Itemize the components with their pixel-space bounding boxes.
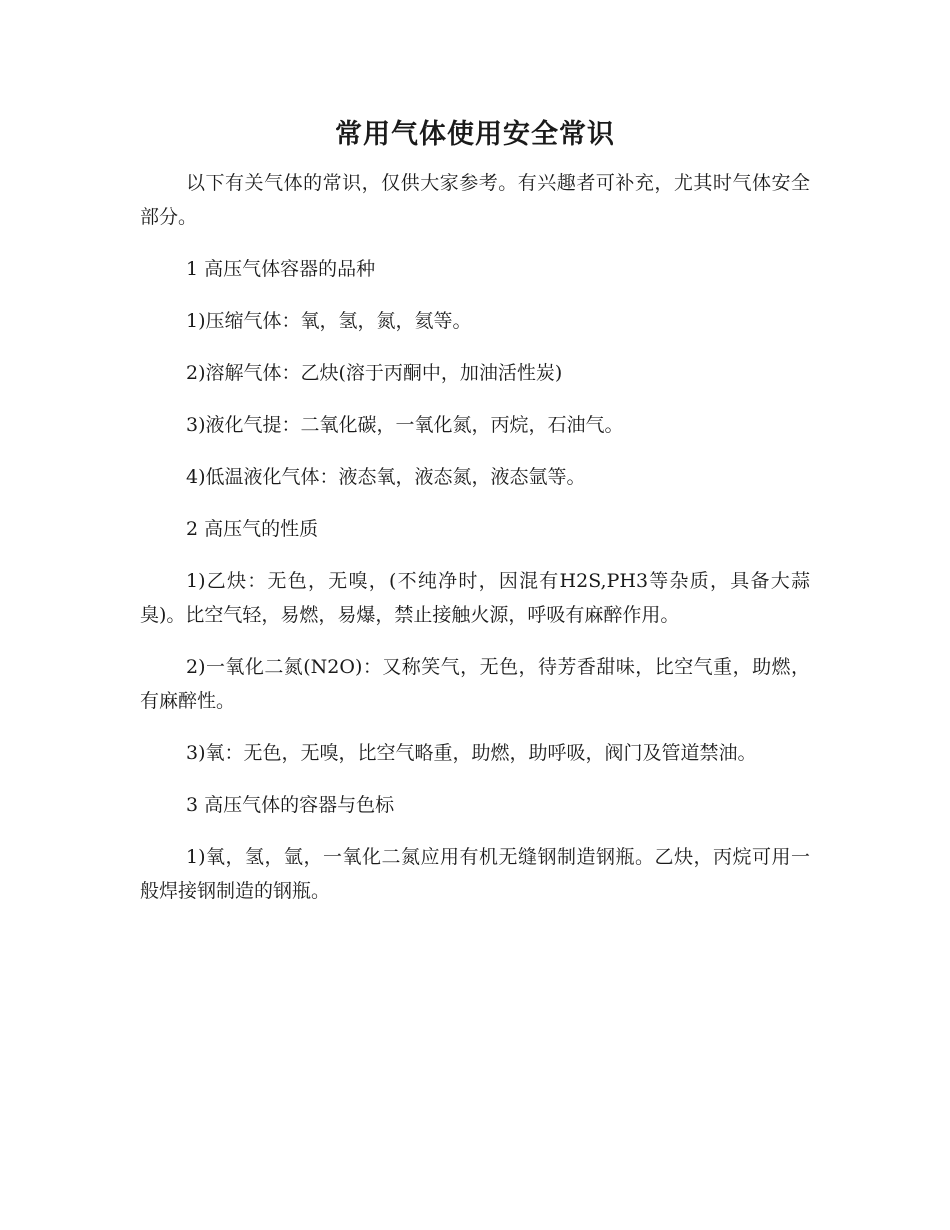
list-item-liquefied-gas: 3)液化气提：二氧化碳，一氧化氮，丙烷，石油气。	[186, 414, 624, 436]
list-item-dissolved-gas: 2)溶解气体：乙炔(溶于丙酮中，加油活性炭)	[186, 362, 563, 384]
section-heading-container-types: 1 高压气体容器的品种	[186, 258, 376, 280]
list-item-nitrous-oxide: 2)一氧化二氮(N2O)：又称笑气，无色，待芳香甜味，比空气重，助燃，有麻醉性。	[140, 656, 810, 712]
section-heading-containers-colors: 3 高压气体的容器与色标	[186, 794, 395, 816]
document-body	[140, 166, 810, 926]
list-item-cryogenic-gas: 4)低温液化气体：液态氧，液态氮，液态氩等。	[186, 466, 586, 488]
list-item-compressed-gas: 1)压缩气体：氧，氢，氮，氦等。	[186, 310, 472, 332]
list-item-acetylene: 1)乙炔：无色，无嗅，(不纯净时，因混有H2S,PH3等杂质，具备大蒜 臭)。比空气轻，易燃，易爆，禁止接触火源，呼吸有麻醉作用。	[140, 570, 810, 626]
section-heading-gas-properties: 2 高压气的性质	[186, 518, 319, 540]
list-item-oxygen: 3)氧：无色，无嗅，比空气略重，助燃，助呼吸，阀门及管道禁油。	[186, 742, 757, 764]
document-title: 常用气体使用安全常识	[335, 119, 615, 150]
intro-paragraph: 以下有关气体的常识，仅供大家参考。有兴趣者可补充，尤其时气体安全部分。	[140, 172, 810, 228]
list-item-cylinder-materials: 1)氧，氢，氩，一氧化二氮应用有机无缝钢制造钢瓶。乙炔，丙烷可用一般焊接钢制造的钢瓶。	[140, 846, 810, 902]
